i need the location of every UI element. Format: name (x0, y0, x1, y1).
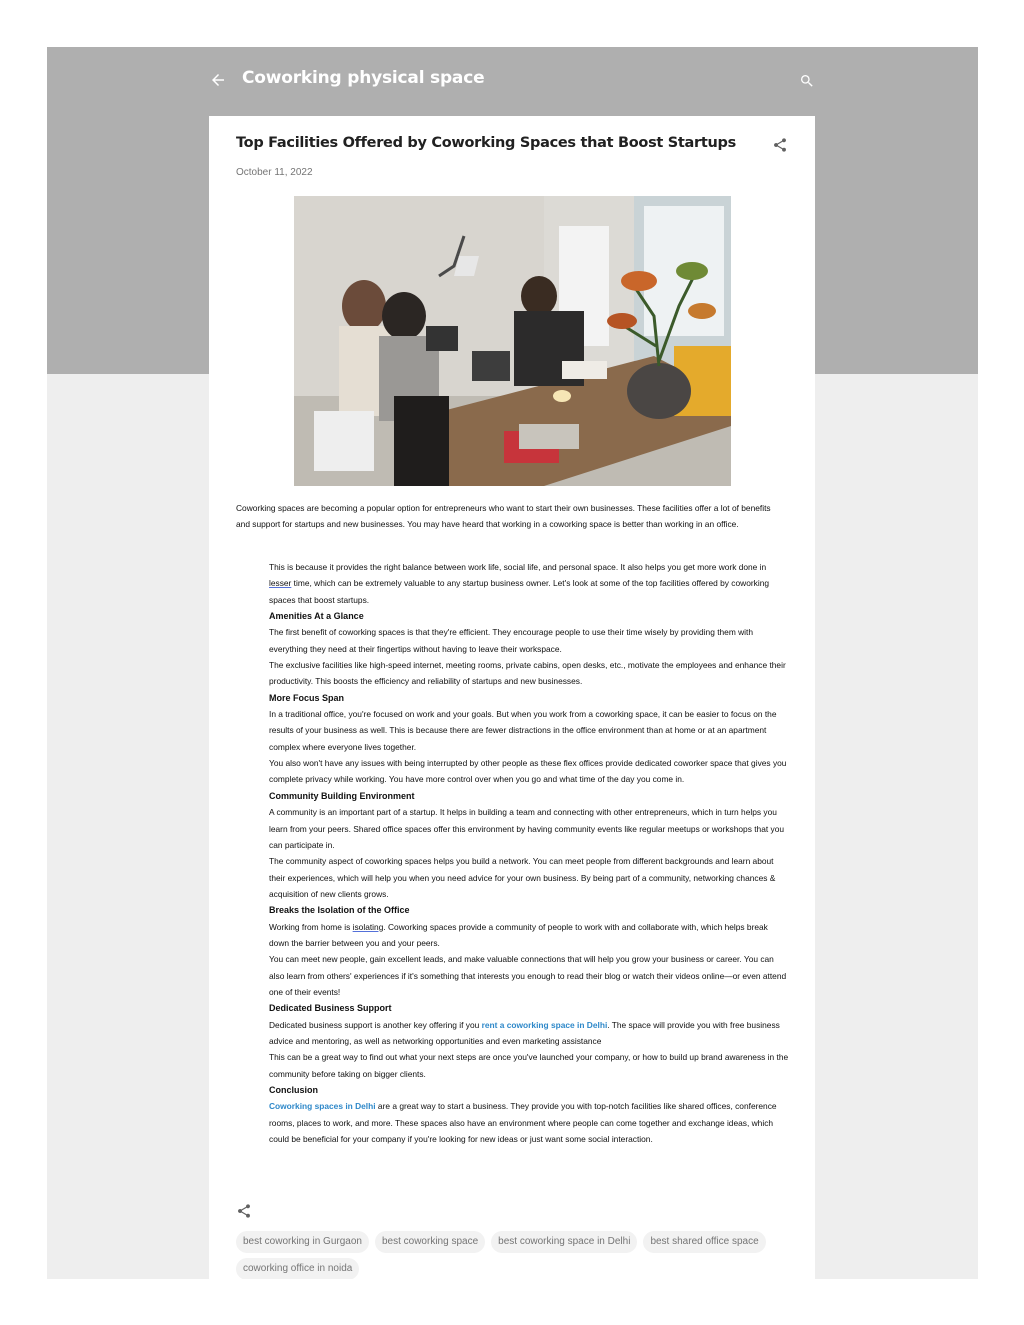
paragraph: You also won't have any issues with being interrupted by other people as these flex offices provide dedicated coworker space that gives you complete privacy while working. You have more control over when you go and what time of the day you come in. (269, 758, 787, 785)
text-span: are a great way to start a business. They provide you with top-notch facilities like shared offices, conference rooms, places to work, and more. These spaces also have an environment where people can come together and exchange ideas, which could be beneficial for your company if you're looking for new ideas or just want some social interaction. (269, 1101, 777, 1145)
share-icon[interactable] (772, 136, 788, 154)
intro-paragraph: Coworking spaces are becoming a popular option for entrepreneurs who want to start their own businesses. These facilities offer a lot of benefits and support for startups and new businesses. You may have heard that working in a coworking space is better than working in an office. (236, 503, 771, 530)
text-span: . The space will provide you with free business advice and mentoring, as well as networking opportunities and even marketing assistance (269, 1019, 780, 1046)
label-chip[interactable]: best shared office space (643, 1231, 765, 1253)
text-span: Dedicated business support is another key offering if you (269, 1019, 482, 1030)
search-icon[interactable] (799, 73, 815, 89)
text-span: Working from home is (269, 921, 353, 932)
blog-title[interactable]: Coworking physical space (242, 68, 485, 88)
text-span: This is because it provides the right balance between work life, social life, and personal space. It also helps you get more work done in (269, 562, 767, 572)
post-intro (236, 500, 786, 533)
paragraph (269, 559, 789, 608)
section-heading: Dedicated Business Support (269, 1003, 392, 1014)
paragraph: You can meet new people, gain excellent leads, and make valuable connections that will help you grow your business or career. You can also learn from others' experiences if it's something that interests you enough to read their blog or watch their videos online—or even attend one of their events! (269, 954, 787, 997)
back-arrow-icon[interactable] (209, 71, 227, 89)
paragraph: The exclusive facilities like high-speed internet, meeting rooms, private cabins, open desks, etc., motivate the employees and enhance their productivity. This boosts the efficiency and reliability of startups and new businesses. (269, 660, 786, 687)
label-chip[interactable]: best coworking space in Delhi (491, 1231, 637, 1253)
paragraph: The first benefit of coworking spaces is that they're efficient. They encourage people to use their time wisely by providing them with everything they need at their fingertips without having to leave their workspace. (269, 627, 754, 654)
label-chip[interactable]: best coworking in Gurgaon (236, 1231, 369, 1253)
label-chip[interactable]: best coworking space (375, 1231, 485, 1253)
section-heading: Breaks the Isolation of the Office (269, 905, 410, 916)
section-heading: Community Building Environment (269, 790, 415, 801)
page-frame (47, 47, 978, 1279)
paragraph (269, 1098, 789, 1147)
text-span: . Coworking spaces provide a community of people to work with and collaborate with, which helps break down the barrier between you and your peers. (269, 921, 768, 948)
spellcheck-word: lesser (269, 578, 292, 589)
post-labels (236, 1231, 796, 1279)
label-chip[interactable]: coworking office in noida (236, 1258, 359, 1279)
rent-coworking-delhi-link[interactable]: rent a coworking space in Delhi (481, 1019, 608, 1030)
section-heading: Amenities At a Glance (269, 611, 364, 622)
text-span: time, which can be extremely valuable to any startup business owner. Let's look at some of the top facilities offered by coworking spaces that boost startups. (269, 578, 770, 605)
post-card (209, 116, 815, 1279)
paragraph (269, 1017, 789, 1050)
hero-image (294, 196, 731, 486)
paragraph (269, 919, 789, 952)
post-date: October 11, 2022 (236, 167, 313, 178)
paragraph: A community is an important part of a startup. It helps in building a team and connecting with other entrepreneurs, which in turn helps you learn from your peers. Shared office spaces offer this environment by having community events like regular meetups or workshops that you can participate in. (269, 807, 785, 850)
paragraph: The community aspect of coworking spaces helps you build a network. You can meet people from different backgrounds and learn about their experiences, which will help you when you need advice for your own business. By being part of a community, networking chances & acquisition of new clients grows. (269, 856, 776, 899)
share-icon[interactable] (236, 1202, 252, 1220)
coworking-spaces-delhi-link[interactable]: Coworking spaces in Delhi (269, 1101, 376, 1112)
paragraph: This can be a great way to find out what your next steps are once you've launched your company, or how to build up brand awareness in the community before taking on bigger clients. (269, 1052, 789, 1079)
section-heading: More Focus Span (269, 692, 345, 703)
post-body (269, 559, 789, 1147)
spellcheck-word: isolating (352, 921, 384, 932)
paragraph: In a traditional office, you're focused on work and your goals. But when you work from a coworking space, it can be easier to focus on the results of your business as well. This is because there are fewer distractions in the office environment than at home or at an apartment complex where everyone lives together. (269, 709, 777, 752)
section-heading: Conclusion (269, 1085, 318, 1095)
post-title[interactable]: Top Facilities Offered by Coworking Spaces that Boost Startups (236, 135, 736, 151)
